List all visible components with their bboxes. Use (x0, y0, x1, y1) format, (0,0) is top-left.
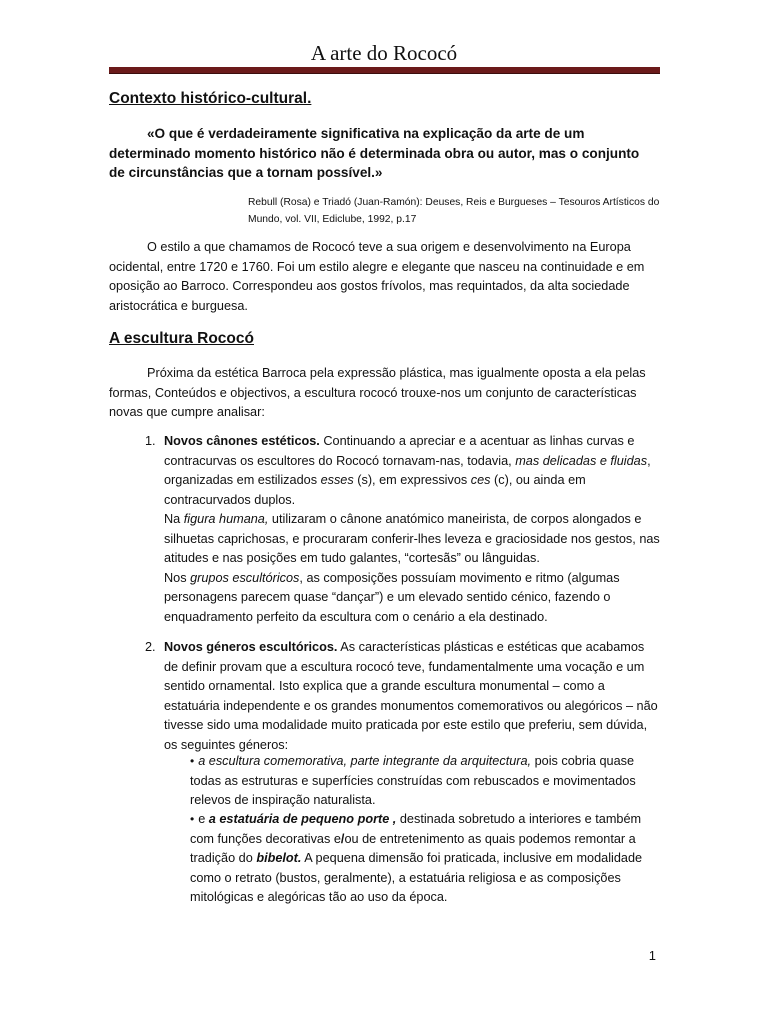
title-divider (109, 67, 660, 73)
item-text: Continuando a apreciar e a acentuar as linhas curvas e contracurvas os escultores do Rococó tornavam-nas, todavia, (164, 434, 635, 468)
section-heading-sculpture: A escultura Rococó (109, 330, 254, 347)
item-text-italic: esses (320, 473, 354, 487)
item-text: , organizadas em estilizados (164, 453, 651, 487)
document-title: A arte do Rococó (310, 41, 458, 65)
list-item-new-canons (164, 432, 660, 627)
list-number-2: 2. (145, 640, 156, 654)
item-lead: Novos cânones estéticos. (164, 434, 320, 448)
sculptural-groups-paragraph: Nos grupos escultóricos, as composições possuíam movimento e ritmo (algumas personagens parecem quase “dançar”) e um elevado sentido cénico, fazendo o enquadramento perfeito da escultura com o cenário a ela destinado. (164, 570, 620, 624)
bullet-small-statuary: • e a estatuária de pequeno porte , destinada sobretudo a interiores e também com funções decorativas e/ou de entretenimento as quais podemos remontar a tradição do bibelot. A pequena dimensão foi praticada, inclusive em modalidade como o retrato (bustos, geralmente), a estatuária religiosa e as composições mitológicas e alegóricas tão ao uso da época. (190, 812, 643, 904)
item-text: (c), ou ainda em contracurvados duplos. (164, 473, 586, 507)
genres-paragraph (164, 638, 660, 755)
item-text: (s), em expressivos (353, 473, 471, 487)
item-text: As características plásticas e estéticas que acabamos de definir provam que a escultura rococó teve, fundamentalmente uma vocação e um sentido ornamental. Isto explica que a grande escultura monumental – como a estatuária independente e os grandes monumentos comemorativos ou alegóricos – não tivesse sido uma modalidade muito praticada por este estilo que preferiu, sem dúvida, os seguintes géneros: (164, 640, 658, 752)
opening-quote: «O que é verdadeiramente significativa na explicação da arte de um determinado momento histórico não é determinada obra ou autor, mas o conjunto de circunstâncias que a tornam possível.» (109, 126, 640, 180)
item-text-italic: ces (470, 473, 491, 487)
sculpture-intro-paragraph: Próxima da estética Barroca pela expressão plástica, mas igualmente oposta a ela pelas formas, Conteúdos e objectivos, a escultura rococó trouxe-nos um conjunto de características novas que cumpre analisar: (109, 366, 646, 419)
canons-paragraph (164, 432, 660, 510)
bullet-icon: • (190, 812, 195, 826)
page-number: 1 (648, 948, 656, 963)
quote-citation: Rebull (Rosa) e Triadó (Juan-Ramón): Deuses, Reis e Burgueses – Tesouros Artísticos do Mundo, vol. VII, Ediclube, 1992, p.17 (248, 197, 660, 225)
item-text-italic: mas delicadas e fluidas (515, 453, 648, 468)
item-lead: Novos géneros escultóricos. (164, 640, 338, 654)
bullet-commemorative-sculpture: • a escultura comemorativa, parte integrante da arquitectura, pois cobria quase todas as estruturas e superfícies construídas com rebuscados e movimentados relevos de inspiração naturalista. (190, 754, 636, 807)
section-heading-context: Contexto histórico-cultural. (109, 90, 312, 107)
list-number-1: 1. (145, 434, 156, 448)
list-item-new-genres (164, 638, 660, 755)
context-paragraph: O estilo a que chamamos de Rococó teve a sua origem e desenvolvimento na Europa ocidental, entre 1720 e 1760. Foi um estilo alegre e elegante que nasceu na continuidade e em oposição ao Barroco. Correspondeu aos gostos frívolos, mas requintados, da alta sociedade aristocrática e burguesa. (109, 240, 645, 313)
human-figure-paragraph: Na figura humana, utilizaram o cânone anatómico maneirista, de corpos alongados e silhuetas caprichosas, e procuraram conferir-lhes leveza e graciosidade nos gestos, nas atitudes e nas posições em tudo galantes, “cortesãs” ou lânguidas. (164, 512, 660, 565)
bullet-icon: • (190, 754, 195, 768)
